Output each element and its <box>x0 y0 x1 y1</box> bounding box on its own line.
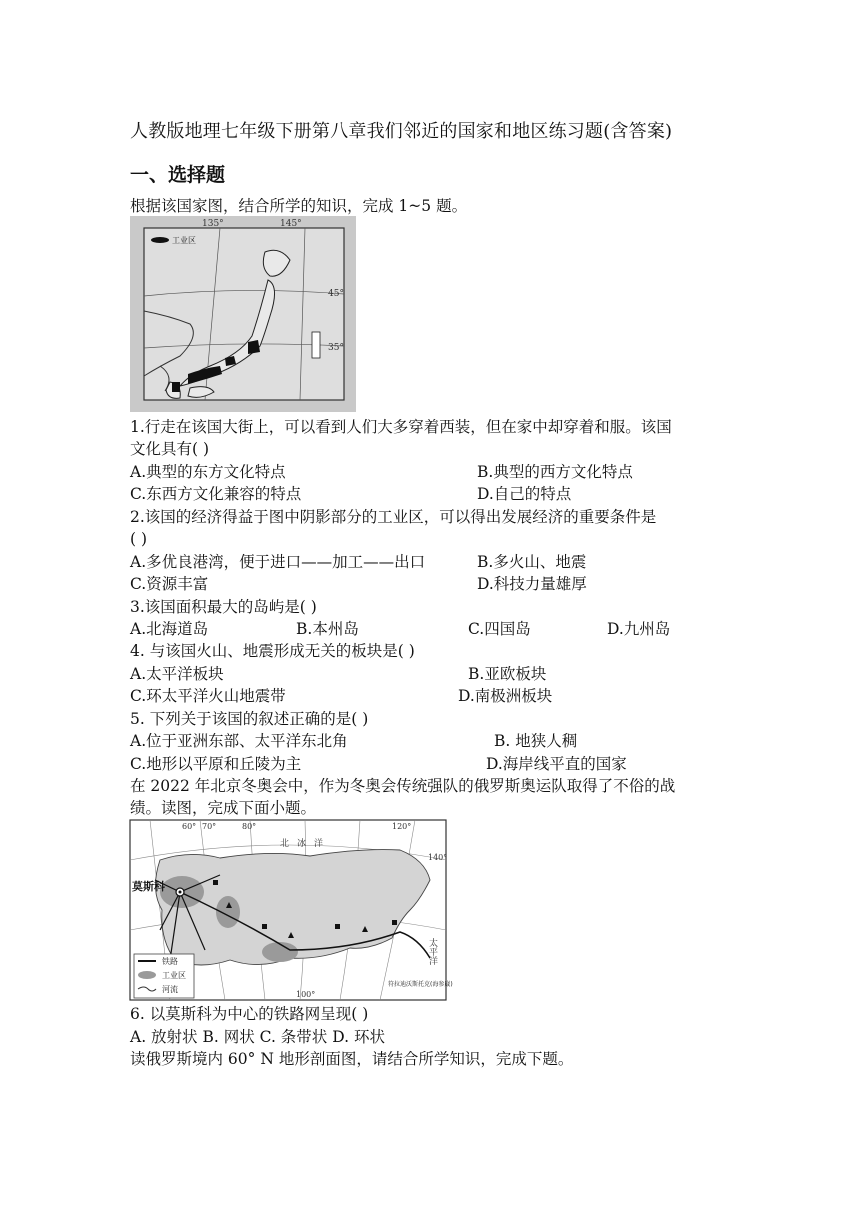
lon-label-70: 70° <box>202 822 217 831</box>
industrial-area-shape <box>172 382 180 392</box>
q2-option-c: C.资源丰富 <box>130 575 209 593</box>
industrial-area-legend-icon <box>151 237 169 243</box>
lon-label-140: 140° <box>428 853 448 862</box>
q1-option-c: C.东西方文化兼容的特点 <box>130 485 302 503</box>
lat-label-35: 35° <box>328 343 344 353</box>
q2-option-d: D.科技力量雄厚 <box>477 575 587 593</box>
q5-option-a: A.位于亚洲东部、太平洋东北角 <box>130 732 348 750</box>
q3-option-d: D.九州岛 <box>607 620 671 638</box>
intro-text-2-line2: 绩。读图，完成下面小题。 <box>130 799 317 817</box>
q5-option-d: D.海岸线平直的国家 <box>486 755 627 773</box>
arctic-ocean-label: 北冰洋 <box>280 839 332 849</box>
q5-stem: 5. 下列关于该国的叙述正确的是( ) <box>130 710 369 728</box>
lon-label-80: 80° <box>242 822 257 831</box>
intro-text-1: 根据该国家图，结合所学的知识，完成 1~5 题。 <box>130 197 468 215</box>
q4-option-a: A.太平洋板块 <box>130 665 224 683</box>
q2-stem-line1: 2.该国的经济得益于图中阴影部分的工业区，可以得出发展经济的重要条件是 <box>130 508 657 526</box>
q1-option-a: A.典型的东方文化特点 <box>130 463 286 481</box>
q3-option-c: C.四国岛 <box>468 620 531 638</box>
legend-railway: 铁路 <box>162 957 178 966</box>
russia-map <box>130 820 453 1000</box>
mine-symbol <box>335 924 340 929</box>
legend-industrial: 工业区 <box>162 971 186 980</box>
q2-stem-line2: ( ) <box>130 530 148 548</box>
q5-option-c: C.地形以平原和丘陵为主 <box>130 755 302 773</box>
industrial-area-shape <box>262 942 298 962</box>
q5-option-b: B. 地狭人稠 <box>494 732 578 750</box>
lon-label-120: 120° <box>392 822 412 831</box>
q3-stem: 3.该国面积最大的岛屿是( ) <box>130 598 317 616</box>
lat-label-45: 45° <box>328 289 344 299</box>
map1-legend-label: 工业区 <box>172 236 196 245</box>
q3-option-b: B.本州岛 <box>296 620 359 638</box>
q1-option-d: D.自己的特点 <box>477 485 572 503</box>
pacific-ocean-label: 太平洋 <box>427 938 437 965</box>
intro-text-3: 读俄罗斯境内 60° N 地形剖面图，请结合所学知识，完成下题。 <box>130 1050 574 1068</box>
q1-stem-line2: 文化具有( ) <box>130 440 210 458</box>
mine-symbol <box>392 920 397 925</box>
q2-option-b: B.多火山、地震 <box>477 553 587 571</box>
q4-option-d: D.南极洲板块 <box>458 687 553 705</box>
lon-label-60: 60° <box>182 822 197 831</box>
q6-stem: 6. 以莫斯科为中心的铁路网呈现( ) <box>130 1005 369 1023</box>
q1-stem-line1: 1.行走在该国大街上，可以看到人们大多穿着西装，但在家中却穿着和服。该国 <box>130 418 672 436</box>
vladivostok-label: 符拉迪沃斯托克(海参崴) <box>388 981 453 988</box>
japan-map <box>130 216 356 412</box>
q4-stem: 4. 与该国火山、地震形成无关的板块是( ) <box>130 642 415 660</box>
moscow-label: 莫斯科 <box>132 880 165 893</box>
industrial-area-shape <box>248 340 260 354</box>
lon-label-100: 100° <box>296 990 316 999</box>
industrial-legend-icon <box>138 971 156 979</box>
legend-river: 河流 <box>162 985 178 994</box>
section-heading: 一、选择题 <box>130 164 226 186</box>
lon-label-145: 145° <box>280 219 302 229</box>
mine-symbol <box>262 924 267 929</box>
lon-label-135: 135° <box>202 219 224 229</box>
intro-text-2-line1: 在 2022 年北京冬奥会中，作为冬奥会传统强队的俄罗斯奥运队取得了不俗的战 <box>130 777 676 795</box>
q2-option-a: A.多优良港湾，便于进口——加工——出口 <box>130 553 426 571</box>
mine-symbol <box>213 880 218 885</box>
q3-option-a: A.北海道岛 <box>130 620 209 638</box>
q4-option-b: B.亚欧板块 <box>468 665 547 683</box>
q6-options: A. 放射状 B. 网状 C. 条带状 D. 环状 <box>130 1028 385 1046</box>
q1-option-b: B.典型的西方文化特点 <box>477 463 633 481</box>
document-title: 人教版地理七年级下册第八章我们邻近的国家和地区练习题(含答案) <box>130 121 673 142</box>
q4-option-c: C.环太平洋火山地震带 <box>130 687 286 705</box>
